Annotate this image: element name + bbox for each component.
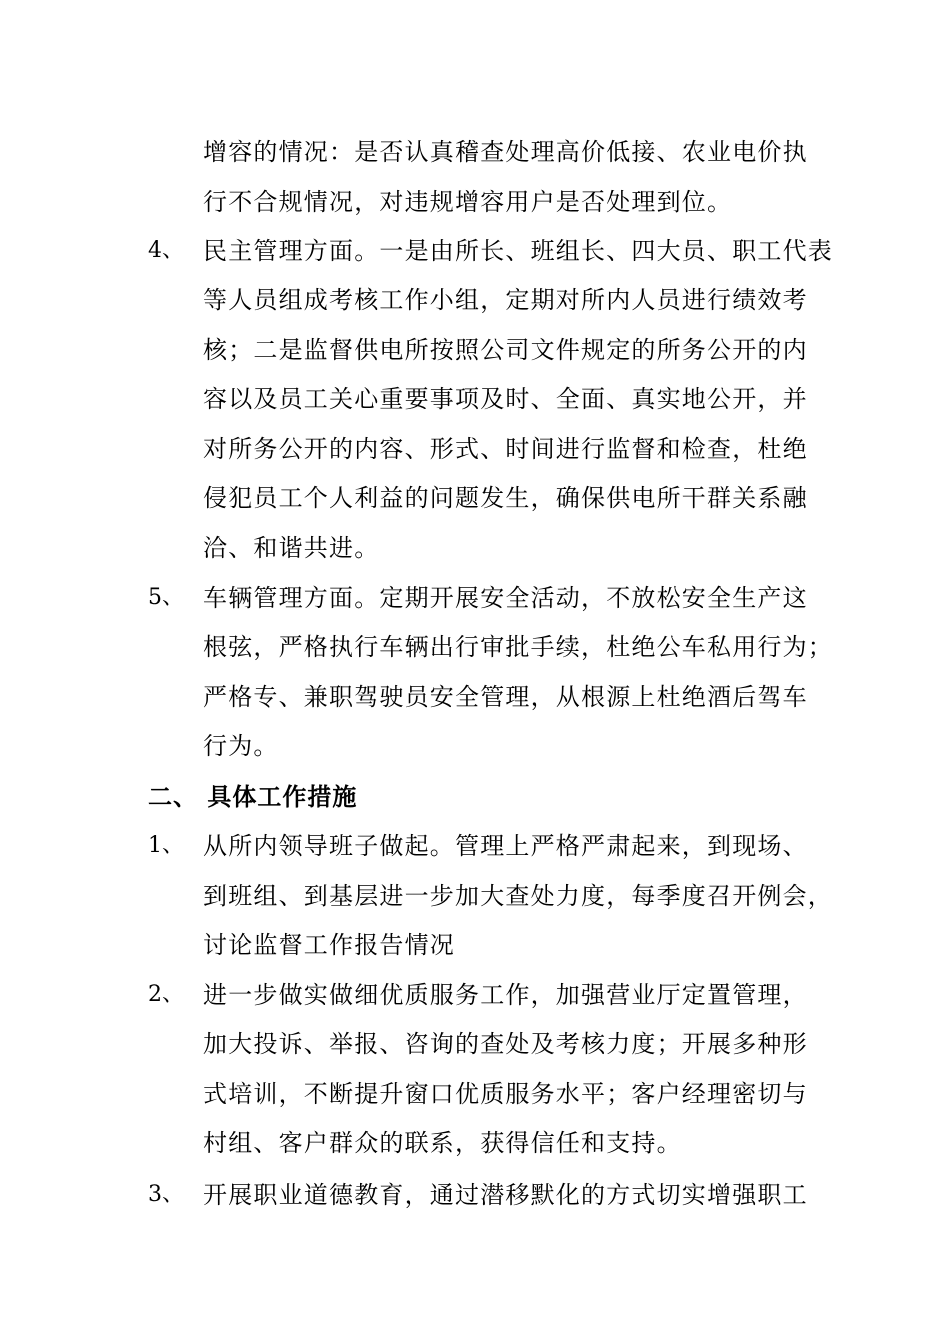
paragraph-line: 民主管理方面。一是由所长、班组长、四大员、职工代表: [203, 237, 833, 265]
paragraph-line: 增容的情况：是否认真稽查处理高价低接、农业电价执: [203, 138, 808, 166]
paragraph-line: 核；二是监督供电所按照公司文件规定的所务公开的内: [203, 336, 808, 364]
paragraph-line: 行为。: [203, 732, 279, 760]
paragraph-line: 进一步做实做细优质服务工作，加强营业厅定置管理，: [203, 981, 808, 1009]
paragraph-line: 加大投诉、举报、咨询的查处及考核力度；开展多种形: [203, 1030, 808, 1058]
paragraph-line: 洽、和谐共进。: [203, 534, 380, 562]
section-heading: 二、 具体工作措施: [148, 782, 358, 811]
list-number-3: 3、: [148, 1182, 184, 1207]
list-number-1: 1、: [148, 833, 184, 858]
paragraph-line: 车辆管理方面。定期开展安全活动，不放松安全生产这: [203, 584, 808, 612]
paragraph-line: 开展职业道德教育，通过潜移默化的方式切实增强职工: [203, 1181, 808, 1209]
paragraph-line: 从所内领导班子做起。管理上严格严肃起来，到现场、: [203, 832, 808, 860]
paragraph-line: 容以及员工关心重要事项及时、全面、真实地公开，并: [203, 385, 808, 413]
paragraph-line: 行不合规情况，对违规增容用户是否处理到位。: [203, 188, 733, 216]
list-number-2: 2、: [148, 982, 184, 1007]
paragraph-line: 根弦，严格执行车辆出行审批手续，杜绝公车私用行为；: [203, 633, 833, 661]
paragraph-line: 等人员组成考核工作小组，定期对所内人员进行绩效考: [203, 286, 808, 314]
paragraph-line: 村组、客户群众的联系，获得信任和支持。: [203, 1129, 682, 1157]
paragraph-line: 讨论监督工作报告情况: [203, 931, 455, 959]
paragraph-line: 侵犯员工个人利益的问题发生，确保供电所干群关系融: [203, 484, 808, 512]
list-number-5: 5、: [148, 585, 184, 610]
paragraph-line: 严格专、兼职驾驶员安全管理，从根源上杜绝酒后驾车: [203, 683, 808, 711]
list-number-4: 4、: [148, 238, 184, 263]
paragraph-line: 式培训，不断提升窗口优质服务水平；客户经理密切与: [203, 1080, 808, 1108]
paragraph-line: 对所务公开的内容、形式、时间进行监督和检查，杜绝: [203, 435, 808, 463]
paragraph-line: 到班组、到基层进一步加大查处力度，每季度召开例会，: [203, 882, 833, 910]
